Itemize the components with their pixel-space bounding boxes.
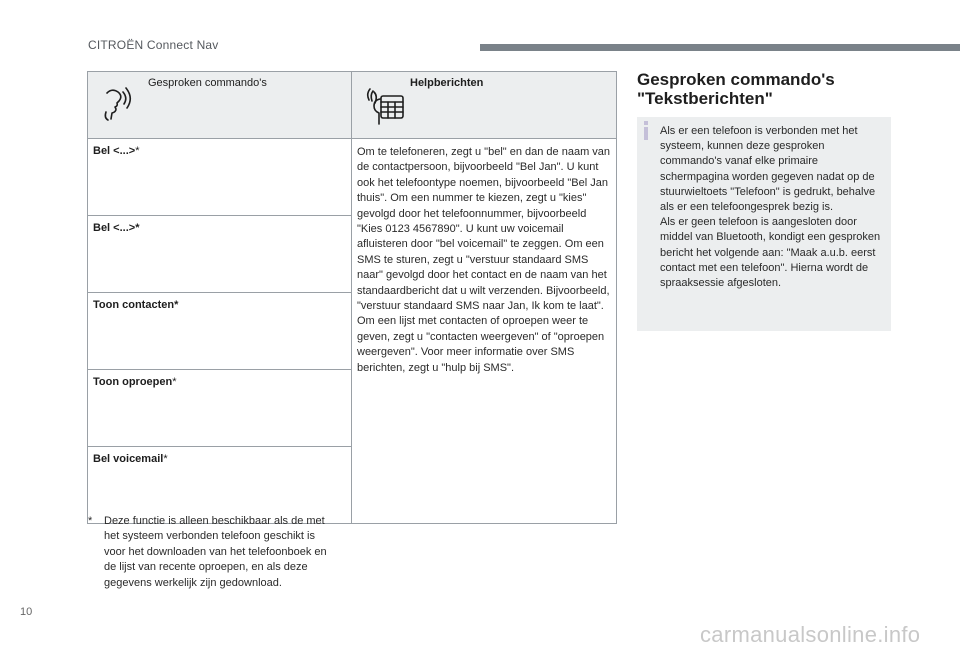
column-header-commands-label: Gesproken commando's (148, 77, 267, 89)
command-cell (88, 139, 352, 216)
column-header-help-label: Helpberichten (410, 77, 484, 89)
command-label: Toon oproepen (93, 376, 173, 388)
watermark: carmanualsonline.info (700, 622, 921, 647)
command-cell (88, 447, 352, 524)
section-title (637, 70, 937, 108)
section-title-line: Gesproken commando's (637, 70, 835, 89)
footnote (88, 514, 338, 591)
footnote-marker: * (163, 453, 168, 465)
help-message-icon (366, 82, 406, 129)
footnote-marker: * (172, 376, 177, 388)
help-message-cell: Om te telefoneren, zegt u "bel" en dan de naam van de contactpersoon, bijvoorbeeld "Bel Jan". U kunt ook het telefoontype noemen, bijvoorbeeld "Bel Jan thuis". Om een nummer te kiezen, zegt u "kies" gevolgd door het telefoonnummer, bijvoorbeeld "Kies 0123 4567890". U kunt uw voicemail afluisteren door "bel voicemail" te zeggen. Om een SMS te sturen, zegt u "verstuur standaard SMS naar" gevolgd door het contact en de naam van het standaardbericht dat u wilt verzenden. Bijvoorbeeld, "verstuur standaard SMS naar Jan, Ik kom te laat". Om een lijst met contacten of oproepen weer te geven, zegt u "contacten weergeven" of "oproepen weergeven". Voor meer informatie over SMS berichten, zegt u "hulp bij SMS". (352, 139, 617, 524)
section-title-line: "Tekstberichten" (637, 89, 773, 108)
column-header-help (352, 72, 617, 139)
footnote-marker: * (135, 145, 140, 157)
footnote-text: Deze functie is alleen beschikbaar als de met het systeem verbonden telefoon geschikt is voor het downloaden van het telefoonboek en de lijst van recente oproepen, en als deze gegevens werkelijk zijn gedownload. (104, 515, 327, 589)
command-cell (88, 370, 352, 447)
voice-command-table (87, 71, 617, 524)
command-cell (88, 216, 352, 293)
header-title: CITROËN Connect Nav (88, 38, 219, 52)
info-box (637, 117, 891, 331)
header-bar (480, 44, 960, 51)
info-text (660, 124, 888, 291)
command-cell (88, 293, 352, 370)
command-label: Bel <...>* (93, 222, 140, 234)
footnote-mark: * (88, 515, 93, 527)
column-header-commands (88, 72, 352, 139)
command-label: Bel <...> (93, 145, 136, 157)
page-number: 10 (20, 606, 33, 618)
command-label: Bel voicemail (93, 453, 164, 465)
table-row (88, 139, 617, 216)
command-label: Toon contacten* (93, 299, 179, 311)
voice-command-icon (102, 82, 136, 127)
table-header-row (88, 72, 617, 139)
info-paragraph: Als er een telefoon is verbonden met het systeem, kunnen deze gesproken commando's vanaf elke primaire schermpagina worden gegeven nadat op de stuurwieltoets "Telefoon" is gedrukt, behalve als er een telefoongesprek bezig is. (660, 125, 876, 214)
info-paragraph: Als er geen telefoon is aangesloten door middel van Bluetooth, kondigt een gesproken bericht het volgende aan: "Maak a.u.b. eerst contact met een telefoon". Hierna wordt de spraaksessie afgesloten. (660, 216, 881, 290)
